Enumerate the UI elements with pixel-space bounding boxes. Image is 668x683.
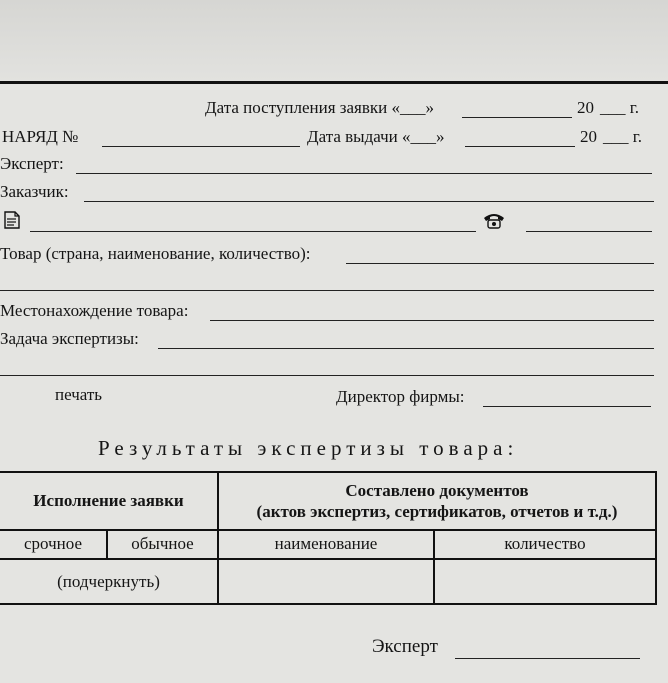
director-label: Директор фирмы: <box>336 387 465 406</box>
documents-header <box>219 473 655 529</box>
expert-line[interactable] <box>76 173 652 174</box>
issue-year-suffix: ___ г. <box>603 127 643 146</box>
underline-note: (подчеркнуть) <box>57 571 160 591</box>
location-label: Местонахождение товара: <box>0 301 189 320</box>
quantity-column-header: количество <box>504 534 586 553</box>
task-label: Задача экспертизы: <box>0 329 139 348</box>
receipt-month-line <box>462 117 572 118</box>
results-title: Результаты экспертизы товара: <box>98 436 519 460</box>
top-rule <box>0 81 668 84</box>
task-line-2[interactable] <box>0 375 654 376</box>
telephone-icon <box>482 212 506 230</box>
name-column-header: наименование <box>274 534 378 553</box>
expert-label: Эксперт: <box>0 154 64 173</box>
goods-line-1[interactable] <box>346 263 654 264</box>
documents-header-line1: Составлено документов <box>345 481 529 500</box>
footer-expert-label: Эксперт <box>372 636 438 657</box>
order-number-line <box>102 146 300 147</box>
stamp-label: печать <box>55 385 103 404</box>
location-line[interactable] <box>210 320 654 321</box>
receipt-year-prefix: 20 <box>577 98 594 117</box>
receipt-year-suffix: ___ г. <box>600 98 640 117</box>
address-line[interactable] <box>30 231 476 232</box>
director-signature-line[interactable] <box>483 406 651 407</box>
issue-year-prefix: 20 <box>580 127 597 146</box>
expert-signature-line[interactable] <box>455 658 640 659</box>
order-number-label: НАРЯД № <box>2 127 79 146</box>
customer-label: Заказчик: <box>0 182 69 201</box>
regular-option[interactable]: обычное <box>131 534 194 553</box>
top-scan-band <box>0 0 668 82</box>
issue-month-line <box>465 146 575 147</box>
customer-line[interactable] <box>84 201 654 202</box>
goods-label: Товар (страна, наименование, количество): <box>0 244 311 263</box>
task-line-1[interactable] <box>158 348 654 349</box>
receipt-date-label: Дата поступления заявки «___» <box>205 98 435 117</box>
phone-line[interactable] <box>526 231 652 232</box>
documents-header-line2: (актов экспертиз, сертификатов, отчетов и т.д.) <box>256 502 618 521</box>
issue-date-label: Дата выдачи «___» <box>307 127 445 146</box>
results-table <box>0 471 658 605</box>
execution-header: Исполнение заявки <box>33 491 184 510</box>
document-icon <box>3 211 21 229</box>
goods-line-2[interactable] <box>0 290 654 291</box>
urgent-option[interactable]: срочное <box>23 534 82 553</box>
